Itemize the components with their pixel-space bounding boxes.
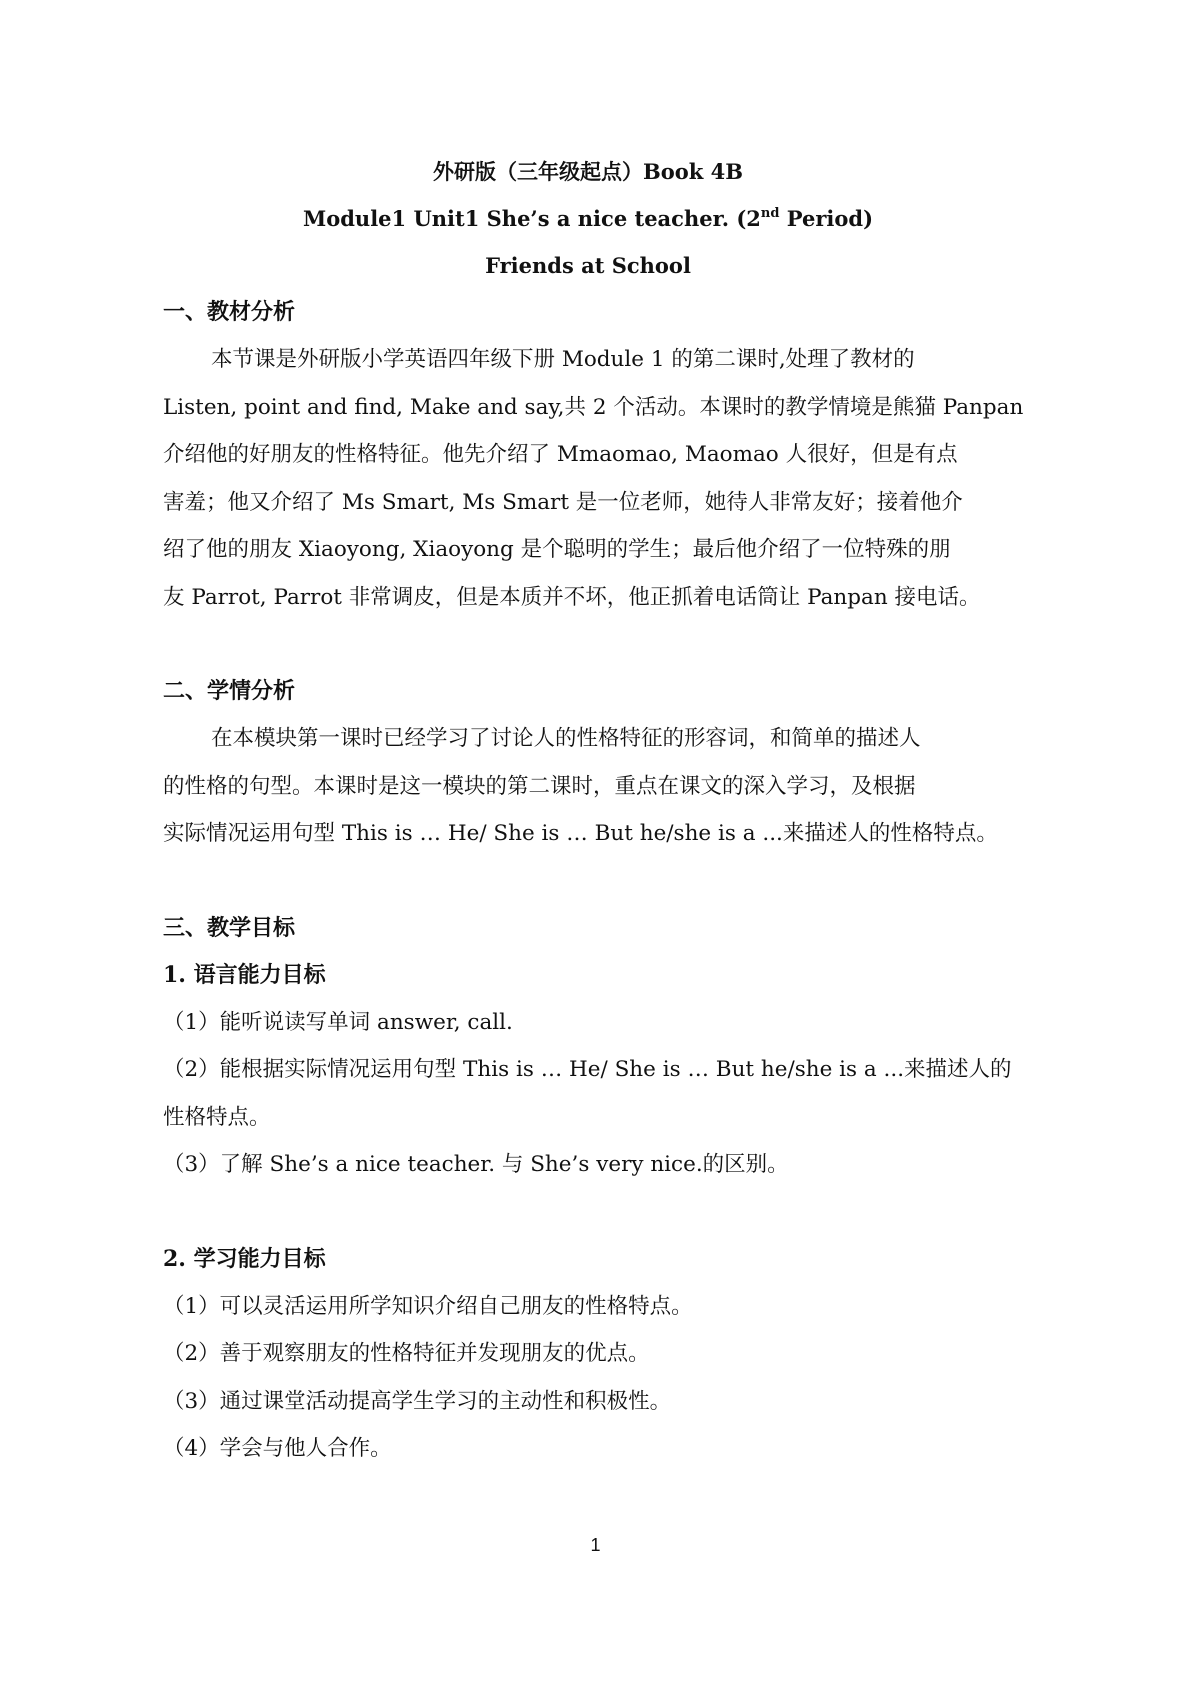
title-line-2-prefix: Module1 Unit1 She’s a nice teacher. (2	[302, 206, 761, 231]
list-item-line: （1）可以灵活运用所学知识介绍自己朋友的性格特点。	[163, 1293, 693, 1319]
page-number: 1	[590, 1535, 601, 1555]
title-line-2-superscript: nd	[760, 206, 780, 221]
title-line-2	[163, 195, 1013, 242]
paragraph-line: 绍了他的朋友 Xiaoyong, Xiaoyong 是个聪明的学生；最后他介绍了一位特殊的朋	[163, 537, 951, 562]
title-line-1: 外研版（三年级起点）Book 4B	[433, 159, 743, 184]
paragraph-line: 实际情况运用句型 This is … He/ She is … But he/she is a ...来描述人的性格特点。	[163, 821, 998, 846]
section-1-heading: 一、教材分析	[163, 299, 296, 325]
list-item-line: （2）能根据实际情况运用句型 This is … He/ She is … But he/she is a ...来描述人的	[163, 1057, 1012, 1082]
list-item	[163, 999, 1013, 1047]
subsection-2-heading: 2. 学习能力目标	[163, 1245, 326, 1272]
list-item-line: 性格特点。	[163, 1104, 271, 1130]
list-item	[163, 1330, 1013, 1378]
section-1-paragraph	[163, 336, 1024, 621]
title-line-3: Friends at School	[485, 253, 691, 278]
list-item-line: （4）学会与他人合作。	[163, 1436, 392, 1461]
section-3-heading: 三、教学目标	[163, 914, 296, 941]
title-line-2-suffix: Period)	[779, 206, 874, 231]
section-2-paragraph	[163, 715, 1013, 858]
paragraph-line: 的性格的句型。本课时是这一模块的第二课时，重点在课文的深入学习，及根据	[163, 773, 916, 799]
paragraph-line: 介绍他的好朋友的性格特征。他先介绍了 Mmaomao, Maomao 人很好，但是有点	[163, 442, 958, 467]
list-item	[163, 1378, 1013, 1426]
paragraph-line: 害羞；他又介绍了 Ms Smart, Ms Smart 是一位老师，她待人非常友好；接着他介	[163, 489, 963, 515]
spacer	[163, 858, 1013, 905]
paragraph-line: 友 Parrot, Parrot 非常调皮，但是本质并不坏，他正抓着电话筒让 Panpan 接电话。	[163, 584, 981, 610]
list-item-line: （1）能听说读写单词 answer, call.	[163, 1009, 513, 1035]
spacer	[163, 621, 1013, 668]
list-item	[163, 1425, 1013, 1473]
section-2-heading: 二、学情分析	[163, 678, 296, 704]
spacer	[163, 1189, 1013, 1236]
paragraph-line: 在本模块第一课时已经学习了讨论人的性格特征的形容词，和简单的描述人	[211, 726, 921, 751]
list-item-line: （3）通过课堂活动提高学生学习的主动性和积极性。	[163, 1388, 672, 1414]
list-item-line: （2）善于观察朋友的性格特征并发现朋友的优点。	[163, 1341, 650, 1366]
list-item	[163, 1283, 1013, 1331]
list-item	[163, 1141, 1013, 1189]
paragraph-line: 本节课是外研版小学英语四年级下册 Module 1 的第二课时,处理了教材的	[211, 347, 915, 372]
list-item	[163, 1046, 1013, 1141]
document-content	[163, 148, 1024, 1473]
subsection-1-heading: 1. 语言能力目标	[163, 961, 326, 988]
paragraph-line: Listen, point and find, Make and say,共 2 个活动。本课时的教学情境是熊猫 Panpan	[163, 394, 1024, 420]
list-item-line: （3）了解 She’s a nice teacher. 与 She’s very nice.的区别。	[163, 1152, 789, 1177]
